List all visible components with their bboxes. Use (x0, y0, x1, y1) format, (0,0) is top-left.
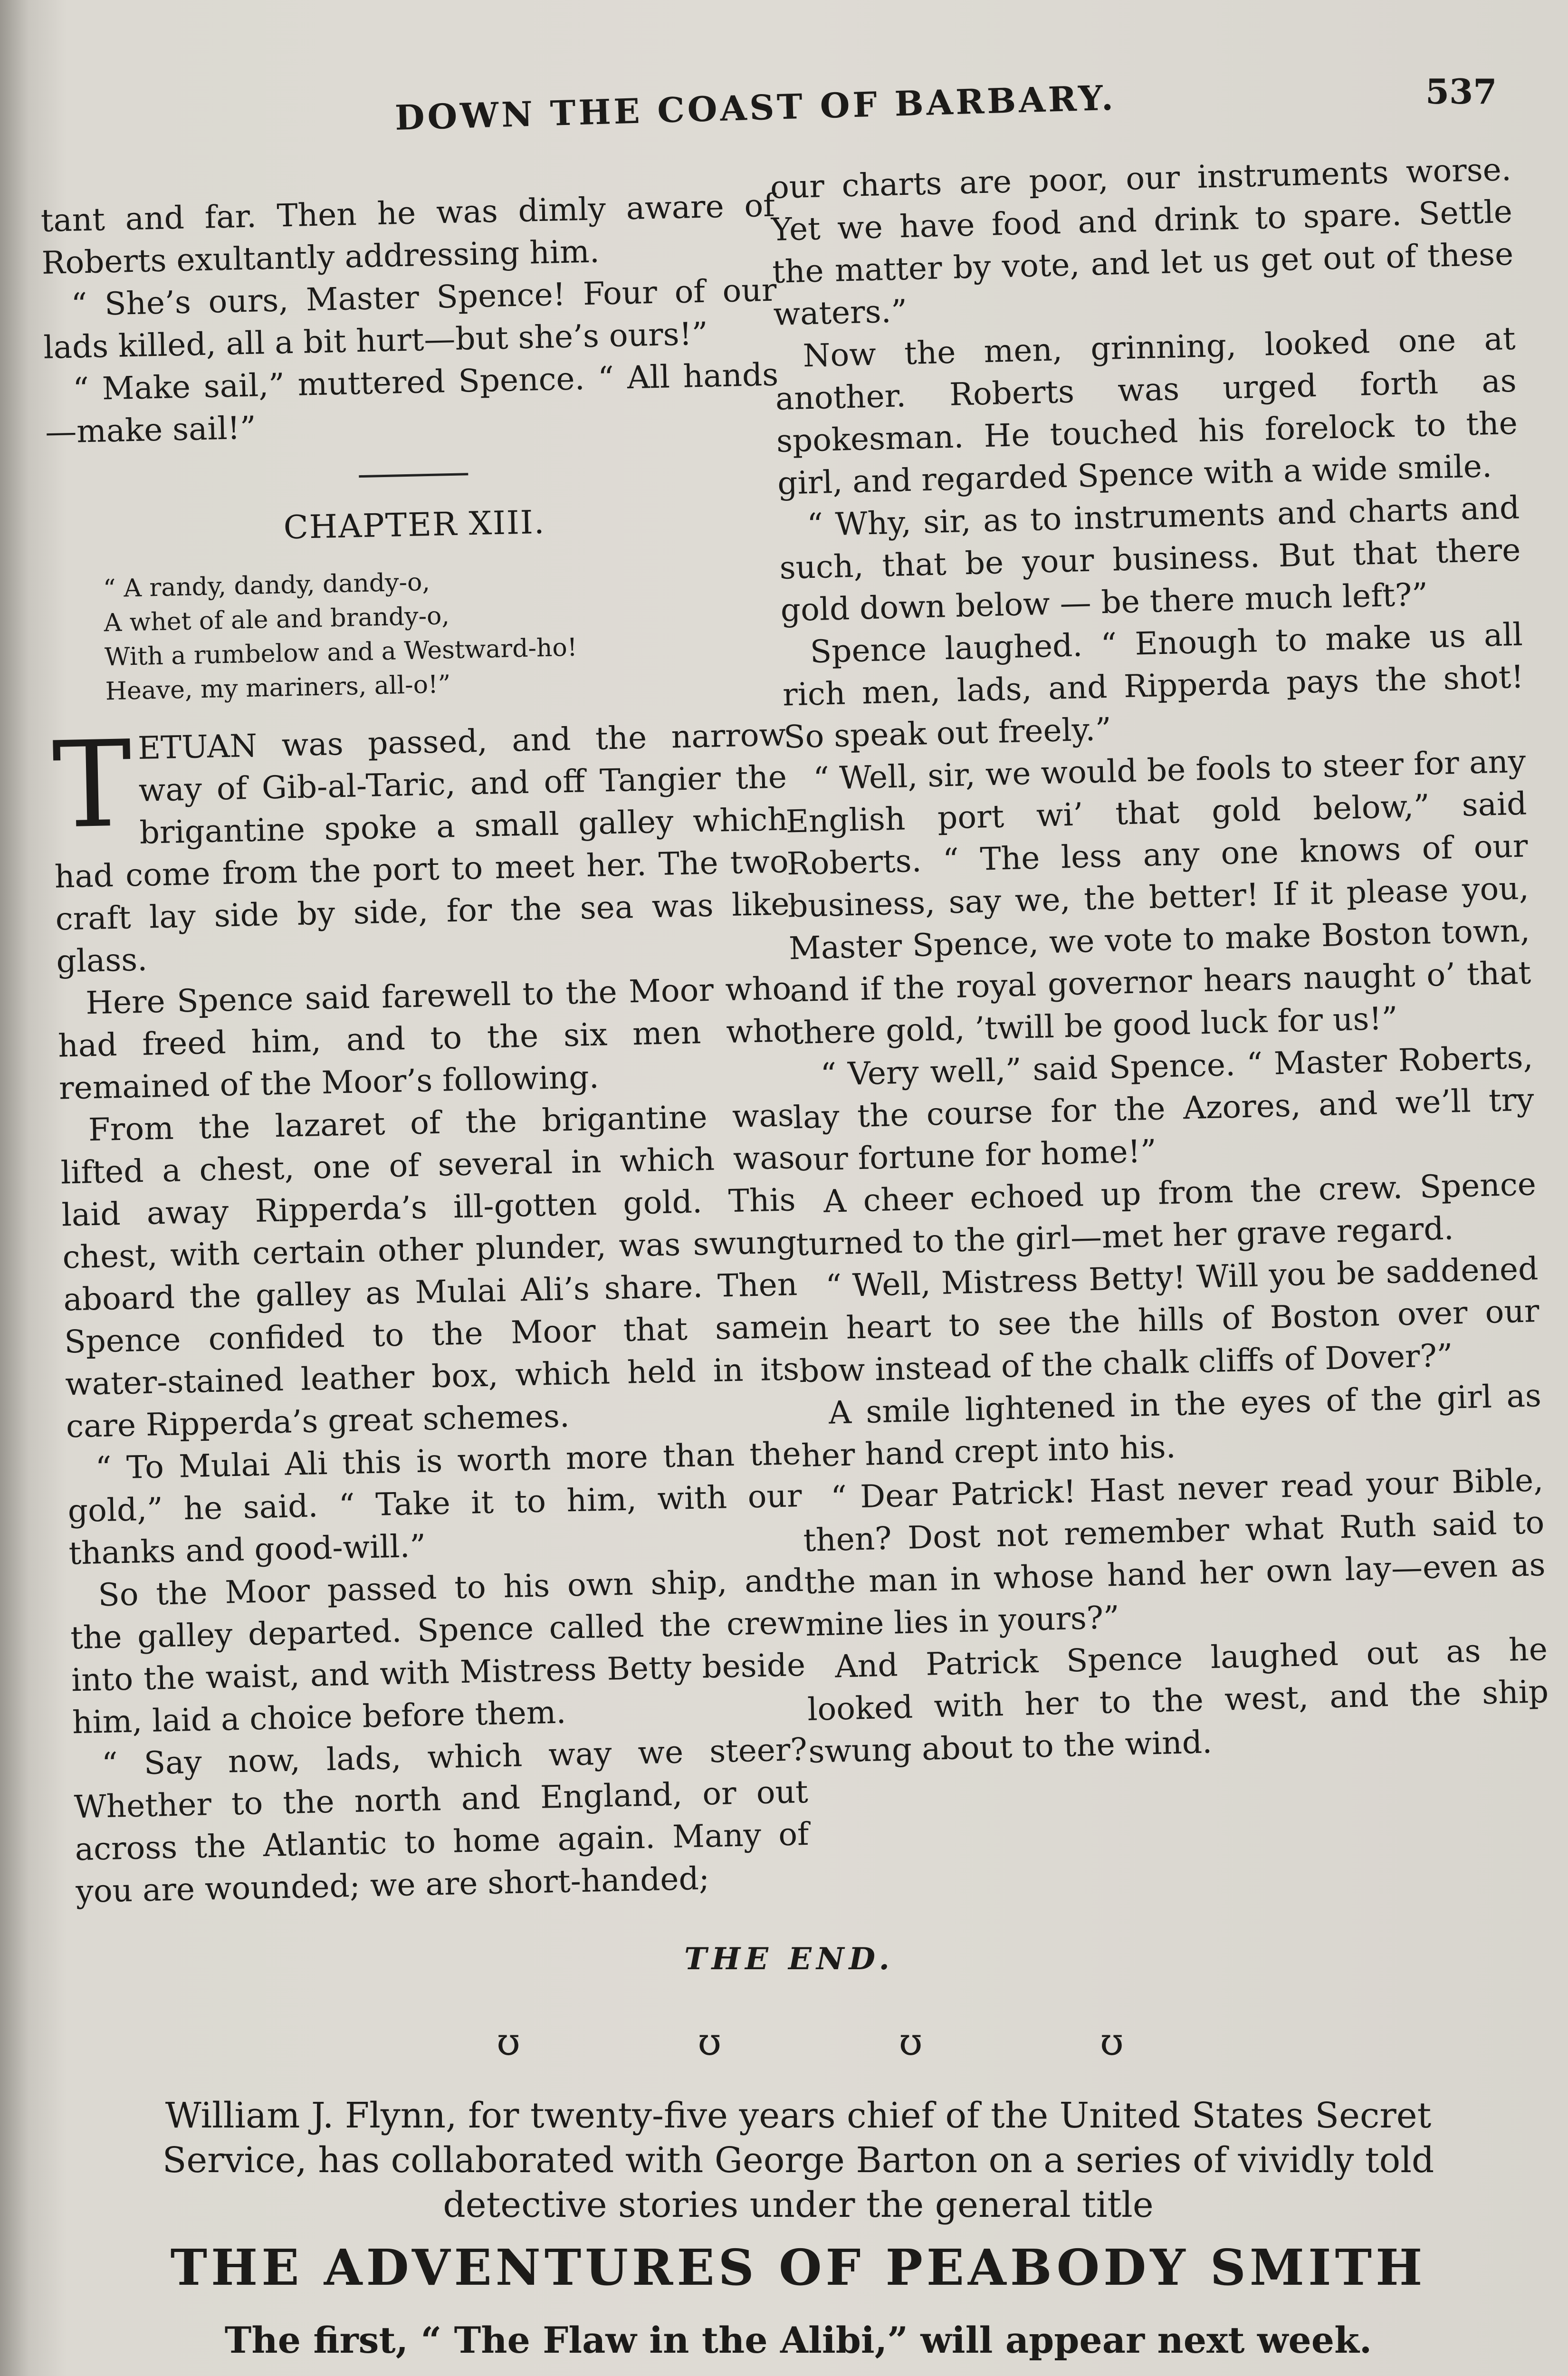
announcement-title: THE ADVENTURES OF PEABODY SMITH (170, 2238, 1426, 2297)
announcement-subtitle: The first, “ The Flaw in the Alibi,” will appear next week. (224, 2319, 1372, 2361)
chapter-title: CHAPTER XIII. (283, 503, 546, 547)
paragraph: And Patrick Spence laughed out as he looked with her to the west, and the ship swung about to the wind. (807, 1630, 1549, 1770)
ornament-icon: ʊ (899, 2020, 923, 2064)
paragraph: “ Say now, lads, which way we steer? Whether to the north and England, or out across the Atlantic to home again. Many of you are wounded; we are short-handed; (74, 1731, 810, 1910)
epigraph-verse (103, 557, 785, 709)
chapter-opening-paragraph (51, 713, 791, 982)
paragraph: tant and far. Then he was dimly aware of Roberts exultantly addressing him. (40, 187, 775, 281)
right-column (770, 148, 1550, 1773)
paragraph: A smile lightened in the eyes of the girl as her hand crept into his. (801, 1377, 1542, 1475)
paragraph: “ Very well,” said Spence. “ Master Roberts, lay the course for the Azores, and we’ll try our fortune for home!” (792, 1039, 1535, 1178)
ornament-row (489, 2020, 1131, 2064)
announcement-text: William J. Flynn, for twenty-five years chief of the United States Secret Service, has collaborated with George Barton on a series of vividly told detective stories under the general title (162, 2095, 1434, 2225)
the-end-label: THE END. (684, 1941, 894, 1977)
paragraph: “ To Mulai Ali this is worth more than the gold,” he said. “ Take it to him, with our thanks and good-will.” (67, 1435, 803, 1572)
paragraph: Spence laughed. “ Enough to make us all rich men, lads, and Ripperda pays the shot! So speak out freely.” (782, 616, 1524, 756)
paragraph: From the lazaret of the brigantine was lifted a chest, one of several in which was laid away Ripperda’s ill-gotten gold. This chest, with certain other plunder, was swung aboard the galley as Mulai Ali’s share. Then Spence confided to the Moor that same water-stained leather box, which held in its care Ripperda’s great schemes. (60, 1097, 800, 1445)
ornament-icon: ʊ (698, 2020, 722, 2064)
section-divider (359, 473, 468, 478)
ornament-icon: ʊ (1100, 2020, 1124, 2064)
paragraph: our charts are poor, our instruments worse. Yet we have food and drink to spare. Settle the matter by vote, and let us get out of these waters.” (770, 151, 1514, 333)
running-title: DOWN THE COAST OF BARBARY. (394, 77, 1117, 138)
verse-line: A whet of ale and brandy-o, (104, 602, 450, 638)
verse-line: Heave, my mariners, all-o!” (105, 670, 451, 706)
paragraph: So the Moor passed to his own ship, and the galley departed. Spence called the crew into the waist, and with Mistress Betty beside him, laid a choice before them. (70, 1562, 806, 1741)
drop-cap: T (51, 715, 134, 855)
paragraph: Here Spence said farewell to the Moor who had freed him, and to the six men who remained of the Moor’s following. (57, 970, 793, 1107)
paragraph: “ Well, sir, we would be fools to steer for any English port wi’ that gold below,” said Roberts. “ The less any one knows of our business, say we, the better! If it please you, Master Spence, we vote to make Boston town, and if the royal governor hears naught o’ that there gold, ’twill be good luck for us!” (785, 743, 1531, 1052)
paragraph: “ She’s ours, Master Spence! Four of our lads killed, all a bit hurt—but she’s ours!” (43, 271, 777, 366)
left-column (40, 184, 810, 1913)
paragraph: “ Why, sir, as to instruments and charts and such, that be your business. But that there gold down below — be there much left?” (779, 489, 1521, 629)
verse-line: “ A randy, dandy, dandy-o, (103, 568, 430, 604)
ornament-icon: ʊ (497, 2020, 520, 2064)
page-number: 537 (1425, 71, 1497, 112)
paragraph: “ Well, Mistress Betty! Will you be saddened in heart to see the hills of Boston over our bow instead of the chalk cliffs of Dover?” (797, 1250, 1540, 1390)
paragraph: “ Dear Patrick! Hast never read your Bible, then? Dost not remember what Ruth said to the man in whose hand her own lay—even as mine lies in yours?” (803, 1462, 1546, 1644)
paragraph: A cheer echoed up from the crew. Spence turned to the girl—met her grave regard. (795, 1166, 1537, 1263)
verse-line: With a rumbelow and a Westward-ho! (104, 633, 578, 672)
chapter-opening-text: ETUAN was passed, and the narrow way of Gib-al-Taric, and off Tangier the brigantine spoke a small galley which had come from the port to meet her. The two craft lay side by side, for the sea was like glass. (54, 716, 790, 980)
paragraph: “ Make sail,” muttered Spence. “ All hands—make sail!” (45, 356, 779, 450)
paragraph: Now the men, grinning, looked one at another. Roberts was urged forth as spokesman. He touched his forelock to the girl, and regarded Spence with a wide smile. (775, 320, 1518, 502)
